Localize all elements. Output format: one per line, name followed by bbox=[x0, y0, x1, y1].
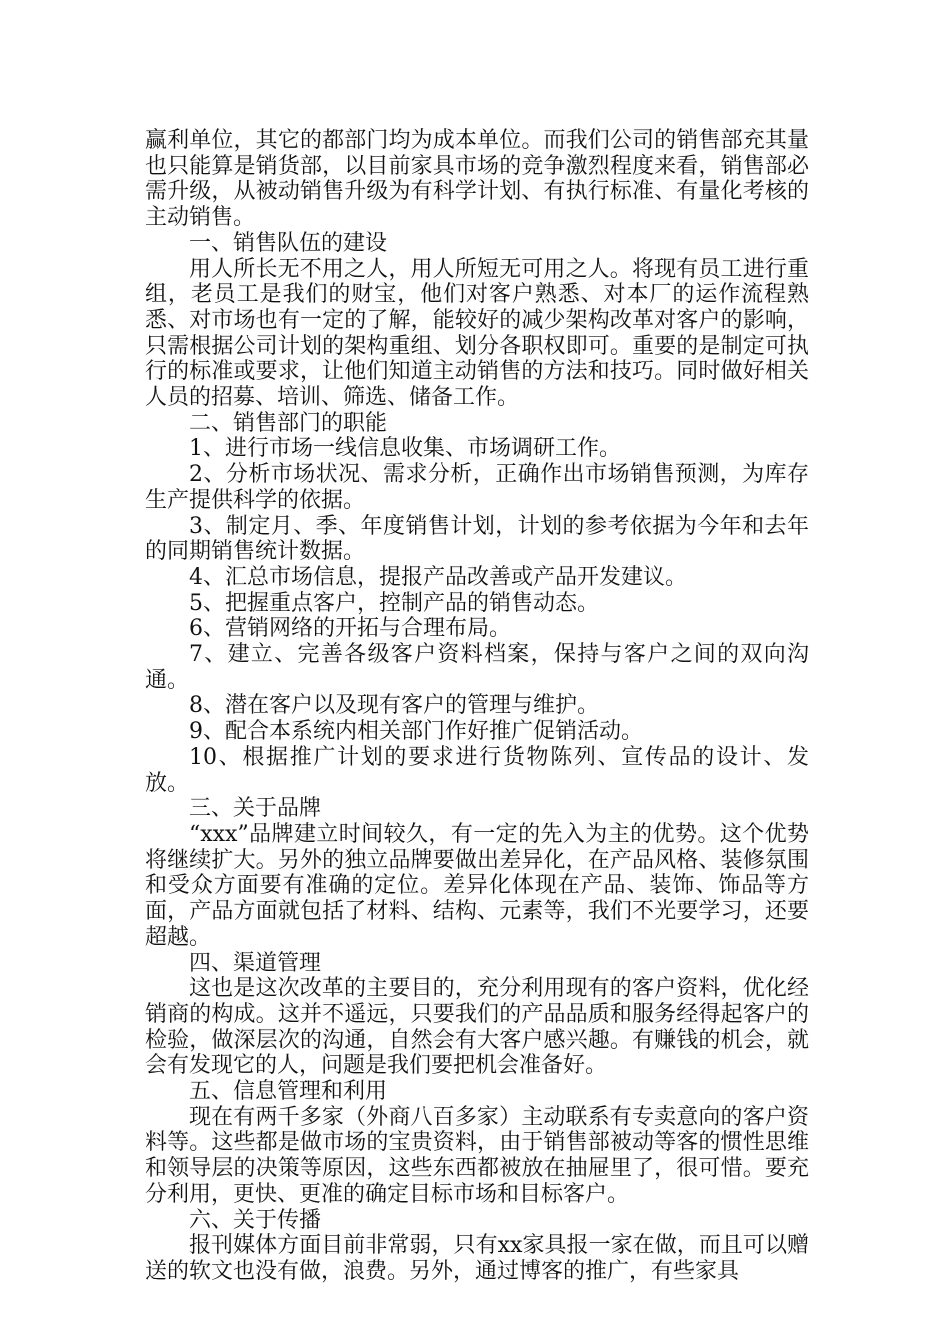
paragraph-team: 用人所长无不用之人，用人所短无可用之人。将现有员工进行重组，老员工是我们的财宝，他们对客户熟悉、对本厂的运作流程熟悉、对市场也有一定的了解，能较好的减少架构改革对客户的影响，只需根据公司计划的架构重组、划分各职权即可。重要的是制定可执行的标准或要求，让他们知道主动销售的方法和技巧。同时做好相关人员的招募、培训、筛选、储备工作。 bbox=[145, 256, 809, 411]
paragraph-media: 报刊媒体方面目前非常弱，只有xx家具报一家在做，而且可以赠送的软文也没有做，浪费。另外，通过博客的推广，有些家具 bbox=[145, 1233, 809, 1284]
paragraph-info: 现在有两千多家（外商八百多家）主动联系有专卖意向的客户资料等。这些都是做市场的宝贵资料，由于销售部被动等客的惯性思维和领导层的决策等原因，这些东西都被放在抽屉里了，很可惜。要充分利用，更快、更准的确定目标市场和目标客户。 bbox=[145, 1104, 809, 1207]
list-item-function-8: 8、潜在客户以及现有客户的管理与维护。 bbox=[189, 693, 599, 719]
document-page bbox=[145, 128, 809, 1285]
paragraph-channel: 这也是这次改革的主要目的，充分利用现有的客户资料，优化经销商的构成。这并不遥远，只要我们的产品品质和服务经得起客户的检验，做深层次的沟通，自然会有大客户感兴趣。有赚钱的机会，就会有发现它的人，问题是我们要把机会准备好。 bbox=[145, 976, 809, 1079]
section-heading-channel: 四、渠道管理 bbox=[189, 950, 322, 976]
list-item-function-3: 3、制定月、季、年度销售计划，计划的参考依据为今年和去年的同期销售统计数据。 bbox=[145, 513, 809, 565]
paragraph-brand: “xxx”品牌建立时间较久，有一定的先入为主的优势。这个优势将继续扩大。另外的独立品牌要做出差异化，在产品风格、装修氛围和受众方面要有准确的定位。差异化体现在产品、装饰、饰品等方面，产品方面就包括了材料、结构、元素等，我们不光要学习，还要超越。 bbox=[145, 821, 809, 950]
section-heading-brand: 三、关于品牌 bbox=[189, 796, 322, 822]
paragraph-intro: 赢利单位，其它的都部门均为成本单位。而我们公司的销售部充其量也只能算是销货部，以目前家具市场的竞争激烈程度来看，销售部必需升级，从被动销售升级为有科学计划、有执行标准、有量化考核的主动销售。 bbox=[145, 128, 809, 231]
section-heading-team: 一、销售队伍的建设 bbox=[189, 230, 388, 256]
list-item-function-7: 7、建立、完善各级客户资料档案，保持与客户之间的双向沟通。 bbox=[145, 642, 809, 693]
list-item-function-10: 10、根据推广计划的要求进行货物陈列、宣传品的设计、发放。 bbox=[145, 744, 809, 796]
list-item-function-1: 1、进行市场一线信息收集、市场调研工作。 bbox=[189, 436, 621, 462]
section-heading-functions: 二、销售部门的职能 bbox=[189, 410, 388, 436]
list-item-function-2: 2、分析市场状况、需求分析，正确作出市场销售预测，为库存生产提供科学的依据。 bbox=[145, 462, 809, 513]
list-item-function-6: 6、营销网络的开拓与合理布局。 bbox=[189, 616, 511, 642]
list-item-function-9: 9、配合本系统内相关部门作好推广促销活动。 bbox=[189, 719, 643, 745]
list-item-function-4: 4、汇总市场信息，提报产品改善或产品开发建议。 bbox=[189, 564, 687, 590]
section-heading-media: 六、关于传播 bbox=[189, 1207, 322, 1233]
list-item-function-5: 5、把握重点客户，控制产品的销售动态。 bbox=[189, 590, 599, 616]
section-heading-info: 五、信息管理和利用 bbox=[189, 1079, 388, 1105]
